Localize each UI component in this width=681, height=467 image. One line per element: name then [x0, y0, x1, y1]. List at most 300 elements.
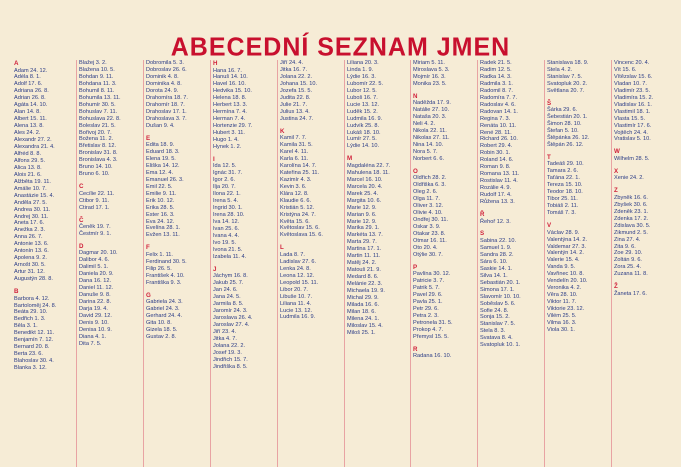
name-entry: Běla 3. 1.	[14, 323, 38, 330]
name-entry: Ludmila 16. 9.	[347, 115, 383, 122]
name-entry: Gustav 2. 8.	[146, 333, 177, 340]
name-entry: Vít 15. 6.	[614, 66, 637, 73]
name-entry: Karolína 14. 7.	[280, 162, 317, 169]
name-entry: Martina 17. 1.	[347, 246, 382, 253]
name-entry: Berta 23. 6.	[14, 351, 43, 358]
name-entry: Saskie 14. 1.	[480, 265, 513, 272]
name-entry: Vincenc 20. 4.	[614, 60, 650, 66]
name-entry: Zora 25. 4.	[614, 264, 642, 271]
name-entry: Rozálie 4. 9.	[480, 185, 512, 192]
name-entry: Sabina 22. 10.	[480, 237, 517, 244]
name-entry: Kateřina 25. 11.	[280, 169, 320, 176]
name-entry: Rostislav 11. 4.	[480, 178, 518, 185]
name-entry: Leopold 15. 11.	[280, 279, 319, 286]
name-entry: Bohumil 8. 11.	[79, 87, 115, 94]
name-entry: Benjamín 7. 12.	[14, 337, 54, 344]
name-entry: Olivie 4. 10.	[413, 210, 443, 217]
name-entry: Beáta 29. 10.	[14, 309, 48, 316]
name-entry: Oto 20. 4.	[413, 244, 438, 251]
section-letter: I	[213, 155, 215, 163]
name-entry: Ludvík 25. 8.	[347, 122, 380, 129]
section-letter: E	[146, 134, 151, 142]
name-entry: David 29. 12.	[79, 313, 112, 320]
name-entry: Vítězslav 15. 6.	[614, 73, 653, 80]
section-letter: W	[614, 148, 620, 156]
name-entry: Marek 25. 4.	[347, 190, 379, 197]
name-entry: Jáchym 16. 8.	[213, 273, 248, 280]
name-entry: Alica 13. 8.	[14, 164, 42, 171]
section-letter: Č	[79, 216, 84, 224]
name-entry: Amálie 10. 7.	[14, 185, 47, 192]
section-letter: M	[347, 155, 353, 163]
letter-section	[146, 60, 210, 130]
name-entry: Blažej 3. 2.	[79, 60, 107, 66]
name-entry: Ilona 22. 1.	[213, 191, 241, 198]
name-entry: Bořivoj 20. 7.	[79, 129, 112, 136]
name-entry: Filip 26. 5.	[146, 265, 172, 272]
name-entry: Zbyněk 16. 6.	[614, 194, 648, 201]
name-entry: Bohuslava 22. 8.	[79, 115, 121, 122]
name-entry: Sonja 15. 2.	[480, 314, 510, 321]
name-entry: Čestmír 9. 1.	[79, 231, 112, 238]
name-entry: Pavlína 30. 12.	[413, 271, 451, 278]
name-entry: Eduard 18. 3.	[146, 148, 180, 155]
name-entry: Felix 1. 11.	[146, 251, 173, 258]
name-entry: Judita 22. 8.	[280, 94, 311, 101]
name-entry: Boleslav 21. 5.	[79, 122, 116, 129]
name-entry: Bohumila 13. 11.	[79, 94, 121, 101]
name-entry: Lucie 13. 12.	[347, 101, 380, 108]
name-entry: Radim 12. 5.	[480, 66, 512, 73]
letter-section	[347, 60, 410, 150]
name-entry: Lubor 12. 5.	[347, 87, 377, 94]
name-entry: Kevin 3. 6.	[280, 183, 307, 190]
section-letter: K	[280, 127, 285, 135]
name-entry: Řehoř 12. 3.	[480, 218, 511, 225]
name-entry: Radovan 14. 1.	[480, 108, 518, 115]
name-entry: Lýdie 14. 10.	[347, 143, 380, 150]
name-entry: Andrea 30. 11.	[14, 206, 51, 213]
name-entry: Ondřej 30. 11.	[413, 217, 449, 224]
name-entry: Bohuslav 7. 11.	[79, 108, 118, 115]
name-entry: Benedikt 12. 11.	[14, 330, 55, 337]
name-entry: Vladimír 23. 5.	[614, 87, 651, 94]
name-entry: Vladan 10. 7.	[614, 80, 647, 87]
letter-section	[614, 143, 678, 162]
name-entry: Zbyšek 30. 6.	[614, 201, 648, 208]
name-entry: Patricie 3. 7.	[413, 278, 445, 285]
letter-section	[413, 163, 477, 259]
name-entry: Linda 1. 9.	[347, 66, 374, 73]
name-entry: Oldřich 28. 2.	[413, 175, 447, 182]
letter-section	[547, 95, 611, 149]
name-entry: Kamil 7. 7.	[280, 135, 307, 142]
name-entry: Julius 13. 4.	[280, 108, 310, 115]
name-entry: Ctirad 17. 1.	[79, 204, 110, 211]
name-entry: Otmar 16. 11.	[413, 237, 447, 244]
name-entry: Drahomíra 18. 7.	[146, 94, 188, 101]
name-entry: Kamila 31. 5.	[280, 142, 313, 149]
letter-section	[413, 259, 477, 341]
name-entry: Jaromír 24. 3.	[213, 308, 248, 315]
name-entry: Blanka 3. 12.	[14, 365, 47, 372]
name-entry: Nora 5. 7.	[413, 148, 438, 155]
name-entry: Květoslava 15. 6.	[280, 232, 323, 239]
name-entry: Alexandr 27. 2.	[14, 137, 52, 144]
name-entry: Stela 4. 2.	[547, 66, 573, 73]
name-entry: Kristián 5. 12.	[280, 204, 315, 211]
name-entry: Ivona 21. 5.	[213, 246, 243, 253]
name-entry: Přemysl 15. 5.	[413, 333, 449, 340]
name-column	[76, 60, 143, 467]
name-entry: Stela 8. 3.	[480, 328, 506, 335]
name-entry: Nina 14. 10.	[413, 142, 444, 149]
name-entry: Ladislav 27. 6.	[280, 258, 317, 265]
name-entry: Marika 29. 1.	[347, 225, 380, 232]
name-entry: Medard 8. 6.	[347, 274, 379, 281]
name-entry: Ida 12. 5.	[213, 163, 237, 170]
name-entry: Robert 29. 4.	[480, 143, 513, 150]
name-entry: Bruno 14. 10.	[79, 164, 113, 171]
name-entry: Ales 24. 2.	[14, 130, 41, 137]
name-entry: Herman 7. 4.	[213, 116, 246, 123]
name-entry: Věra 28. 10.	[547, 292, 578, 299]
name-entry: Vratislav 5. 10.	[614, 136, 651, 143]
name-entry: Kazimír 4. 3.	[280, 176, 312, 183]
name-entry: Václav 28. 9.	[547, 229, 580, 236]
name-entry: Jolana 22. 2.	[280, 73, 313, 80]
name-entry: Julie 21. 7.	[280, 101, 308, 108]
name-entry: Cecílie 22. 11.	[79, 190, 115, 197]
name-column	[410, 60, 477, 467]
name-entry: Bernard 20. 8.	[14, 344, 50, 351]
name-entry: Marie 12. 9.	[347, 204, 377, 211]
name-entry: Růžena 13. 3.	[480, 199, 515, 206]
name-entry: Adolf 17. 6.	[14, 81, 43, 88]
name-entry: Valerie 15. 4.	[547, 257, 580, 264]
name-entry: Zoe 29. 10.	[614, 250, 643, 257]
name-entry: Veronika 4. 2.	[547, 285, 582, 292]
section-letter: C	[79, 183, 84, 191]
name-entry: Anežka 2. 3.	[14, 227, 46, 234]
letter-section	[79, 212, 143, 238]
name-entry: Bohdan 9. 11.	[79, 73, 114, 80]
section-letter: T	[547, 153, 551, 161]
name-entry: Pavla 25. 1.	[413, 299, 443, 306]
name-entry: Františka 9. 3.	[146, 279, 182, 286]
name-entry: Dorota 24. 9.	[146, 87, 179, 94]
name-entry: Margita 10. 6.	[347, 197, 382, 204]
name-entry: Richard 26. 10.	[480, 136, 518, 143]
name-entry: Hugo 1. 4.	[213, 137, 239, 144]
name-entry: Lumír 27. 5.	[347, 136, 377, 143]
name-entry: Tibor 25. 11.	[547, 196, 578, 203]
name-entry: Emilie 9. 11.	[146, 190, 177, 197]
name-entry: Gizela 18. 5.	[146, 326, 178, 333]
name-entry: Nikola 22. 11.	[413, 128, 447, 135]
name-entry: Alois 21. 6.	[14, 171, 42, 178]
name-entry: Wilhelm 28. 5.	[614, 155, 650, 162]
letter-section	[614, 60, 678, 143]
name-entry: Miloš 25. 1.	[347, 329, 376, 336]
name-entry: Michal 29. 9.	[347, 295, 379, 301]
name-entry: Danuše 9. 8.	[79, 292, 111, 299]
name-entry: Radana 16. 10.	[413, 353, 452, 360]
letter-section	[280, 239, 344, 321]
name-entry: Svatopluk 20. 2.	[547, 80, 588, 87]
name-entry: Vavřinec 10. 8.	[547, 271, 584, 278]
name-entry: Lada 8. 7.	[280, 251, 305, 258]
name-entry: Milada 16. 6.	[347, 301, 380, 308]
name-entry: Oleg 2. 6.	[413, 189, 438, 196]
name-columns	[14, 60, 678, 467]
name-entry: Dominika 4. 8.	[146, 80, 182, 87]
name-entry: Lukáš 18. 10.	[347, 129, 381, 136]
name-entry: Arnošt 30. 5.	[14, 262, 46, 269]
name-entry: Lýdie 16. 3.	[347, 73, 376, 80]
name-entry: Rudolf 17. 4.	[480, 192, 512, 199]
name-entry: Libuše 10. 7.	[280, 293, 313, 300]
name-column	[611, 60, 678, 467]
name-entry: Gerhard 24. 4.	[146, 313, 183, 320]
name-entry: Apolena 9. 2.	[14, 255, 47, 262]
section-letter: V	[547, 222, 552, 230]
name-entry: Zdeněk 23. 1.	[614, 208, 649, 215]
name-entry: Klára 12. 8.	[280, 190, 309, 197]
name-entry: Milena 24. 1.	[347, 315, 380, 322]
name-entry: Erik 10. 12.	[146, 197, 175, 204]
name-entry: Elena 19. 5.	[146, 155, 176, 162]
name-entry: Zdenka 17. 2.	[614, 215, 649, 222]
name-entry: Marie 12. 9.	[347, 218, 377, 225]
name-entry: Vilma 16. 3.	[547, 320, 577, 326]
name-entry: Vlastimil 18. 1.	[614, 108, 651, 115]
section-letter: G	[146, 291, 151, 299]
name-entry: Ester 16. 3.	[146, 211, 175, 218]
name-entry: Patrik 5. 7.	[413, 285, 440, 292]
name-entry: Marta 29. 7.	[347, 239, 377, 246]
name-entry: Liliana 20. 3.	[347, 60, 379, 66]
name-entry: Libor 20. 7.	[280, 286, 308, 293]
name-entry: Igor 2. 6.	[213, 177, 236, 184]
name-entry: Radka 14. 3.	[480, 73, 512, 80]
name-entry: Žaneta 17. 6.	[614, 290, 647, 297]
section-letter: B	[14, 288, 19, 296]
name-entry: Petr 29. 6.	[413, 306, 439, 313]
section-letter: R	[413, 345, 418, 353]
name-entry: Radoslav 4. 6.	[480, 101, 516, 108]
section-letter: X	[614, 167, 619, 175]
name-entry: Vlasta 15. 5.	[614, 115, 646, 122]
name-entry: Radek 21. 5.	[480, 60, 512, 66]
name-entry: Mahulena 18. 11.	[347, 169, 390, 176]
name-entry: Denisa 10. 9.	[79, 326, 112, 333]
name-entry: Roman 9. 8.	[480, 164, 511, 171]
name-entry: Renáta 10. 11.	[480, 122, 517, 129]
name-entry: Květa 15. 6.	[280, 218, 310, 225]
letter-section	[14, 283, 76, 372]
name-entry: Eliška 14. 12.	[146, 162, 180, 169]
name-entry: Sofie 24. 8.	[480, 307, 509, 314]
section-letter: A	[14, 60, 19, 67]
name-entry: Soběslav 5. 6.	[480, 300, 516, 307]
name-entry: Otýlie 30. 7.	[413, 251, 443, 258]
name-entry: Herbert 13. 3.	[213, 102, 248, 109]
name-entry: Edita 18. 9.	[146, 142, 175, 149]
name-entry: Jitka 16. 7.	[280, 66, 308, 73]
name-entry: Josef 19. 3.	[213, 349, 242, 356]
name-entry: Martin 11. 11.	[347, 253, 381, 260]
letter-section	[480, 225, 544, 349]
name-entry: Zita 9. 6.	[614, 243, 636, 250]
name-entry: Světlana 20. 7.	[547, 87, 585, 94]
name-entry: Jindřich 15. 7.	[213, 356, 248, 363]
name-entry: Bronislava 4. 3.	[79, 157, 118, 164]
name-entry: Vladislav 16. 1.	[614, 101, 652, 108]
name-entry: Prokop 4. 7.	[413, 326, 444, 333]
name-entry: Irena 28. 10.	[213, 212, 245, 219]
name-entry: Sandra 28. 2.	[480, 251, 514, 258]
section-letter: J	[213, 265, 217, 273]
name-entry: Dušan 9. 4.	[146, 122, 175, 129]
name-entry: Vilém 25. 5.	[547, 313, 577, 320]
letter-section	[347, 150, 410, 336]
name-entry: Marian 9. 6.	[347, 211, 377, 218]
letter-section	[79, 178, 143, 211]
letter-section	[614, 182, 678, 278]
section-letter: S	[480, 230, 485, 238]
name-entry: Miloslav 15. 4.	[347, 322, 383, 329]
letter-section	[413, 341, 477, 360]
name-entry: Hortenzie 29. 7.	[213, 123, 253, 130]
letter-section	[614, 278, 678, 297]
name-entry: Augustýn 28. 8.	[14, 276, 53, 283]
name-entry: Simona 17. 1.	[480, 286, 515, 293]
name-entry: Valdemar 27. 3.	[547, 243, 587, 250]
name-entry: Taťána 22. 1.	[547, 175, 580, 182]
name-entry: Ignác 31. 7.	[213, 170, 243, 177]
name-entry: Zoltán 9. 6.	[614, 257, 642, 264]
name-column	[477, 60, 544, 467]
name-entry: Šimon 28. 10.	[547, 121, 582, 128]
name-entry: Silva 14. 1.	[480, 272, 508, 279]
name-entry: Hana 16. 7.	[213, 67, 242, 74]
name-entry: Hanuš 14. 10.	[213, 74, 248, 81]
name-entry: Stanislav 7. 5.	[480, 321, 516, 328]
name-entry: Jarmila 8. 5.	[213, 301, 244, 308]
name-entry: Anna 26. 7.	[14, 234, 43, 241]
name-entry: Drahomír 18. 7.	[146, 101, 185, 108]
name-entry: Miroslava 5. 3.	[413, 66, 450, 73]
name-entry: Šárka 29. 6.	[547, 107, 578, 114]
name-entry: Jaroslav 27. 4.	[213, 321, 250, 328]
name-entry: Zina 27. 4.	[614, 236, 641, 243]
name-entry: Izabela 11. 4.	[213, 253, 247, 260]
name-entry: Pavel 29. 6.	[413, 292, 443, 299]
name-entry: Emanuel 26. 3.	[146, 176, 184, 183]
name-entry: Jana 24. 5.	[213, 294, 241, 301]
name-entry: Adéla 8. 1.	[14, 74, 41, 81]
name-entry: Svatava 8. 4.	[480, 335, 513, 342]
name-column	[143, 60, 210, 467]
letter-section	[79, 238, 143, 348]
name-entry: Tereza 15. 10.	[547, 182, 583, 189]
section-letter: Š	[547, 99, 552, 107]
name-entry: Havel 16. 10.	[213, 81, 246, 88]
name-entry: Zikmund 2. 5.	[614, 229, 648, 236]
name-entry: Liliana 11. 4.	[280, 300, 312, 307]
name-entry: Olga 11. 7.	[413, 196, 440, 203]
name-entry: Milan 18. 6.	[347, 308, 376, 315]
name-entry: Sára 6. 10.	[480, 258, 508, 265]
letter-section	[213, 261, 277, 371]
name-entry: Neli 4. 2.	[413, 121, 436, 128]
name-entry: Petra 2. 3.	[413, 313, 439, 320]
name-entry: Ctibor 9. 11.	[79, 197, 110, 204]
name-entry: Tadeáš 29. 10.	[547, 161, 584, 168]
name-entry: Robin 30. 1.	[480, 150, 511, 157]
name-entry: Viola 30. 1.	[547, 326, 575, 333]
letter-section	[280, 123, 344, 240]
name-entry: Evžen 13. 11.	[146, 232, 180, 239]
name-entry: Norbert 6. 6.	[413, 155, 445, 162]
name-entry: Jozefa 15. 5.	[280, 87, 313, 94]
name-entry: Drahoslava 3. 7.	[146, 115, 187, 122]
name-entry: Ingrid 30. 1.	[213, 205, 243, 212]
name-entry: Luboš 16. 7.	[347, 94, 378, 101]
name-entry: Bohdana 11. 3.	[79, 80, 117, 87]
name-entry: Radomil 8. 7.	[480, 87, 513, 94]
name-entry: Štěpán 26. 12.	[547, 142, 584, 149]
name-entry: Alfons 29. 5.	[14, 157, 46, 164]
name-entry: Kristýna 24. 7.	[280, 211, 316, 218]
name-entry: Daniel 11. 12.	[79, 285, 114, 292]
name-entry: Gabriel 24. 3.	[146, 306, 180, 313]
name-entry: Valentýna 14. 2.	[547, 236, 588, 243]
name-entry: Daniela 20. 9.	[79, 271, 114, 278]
section-letter: Z	[614, 187, 618, 195]
name-entry: Ivana 4. 4.	[213, 232, 240, 239]
name-entry: Jiří 23. 4.	[213, 328, 237, 335]
name-entry: Dobromila 5. 3.	[146, 60, 184, 66]
name-entry: Teodor 18. 10.	[547, 189, 583, 196]
name-entry: Evelína 28. 1.	[146, 225, 181, 232]
name-entry: Viktor 11. 7.	[547, 299, 577, 306]
name-entry: Bruno 6. 10.	[79, 171, 110, 178]
name-entry: Vanda 9. 5.	[547, 264, 576, 271]
name-entry: Bedřich 1. 3.	[14, 316, 46, 323]
name-entry: Hynek 1. 2.	[213, 143, 242, 150]
name-entry: Gabriela 24. 3.	[146, 299, 183, 306]
name-entry: René 28. 11.	[480, 129, 512, 136]
name-entry: Eva 24. 12.	[146, 218, 175, 225]
name-entry: Drahoslav 17. 1.	[146, 108, 187, 115]
name-entry: Erika 28. 5.	[146, 204, 175, 211]
name-entry: Nataša 20. 3.	[413, 114, 447, 121]
name-entry: Irena 5. 4.	[213, 198, 239, 205]
name-entry: Ivo 19. 5.	[213, 239, 237, 246]
name-entry: Markéta 13. 7.	[347, 232, 383, 239]
name-entry: Bronislav 31. 8.	[79, 150, 118, 157]
name-entry: Helena 18. 8.	[213, 95, 247, 102]
name-entry: Hermína 7. 4.	[213, 109, 247, 116]
section-letter: H	[213, 60, 218, 67]
section-letter: L	[280, 244, 284, 252]
name-entry: Justina 24. 7.	[280, 115, 314, 122]
name-entry: Monika 23. 5.	[413, 80, 447, 87]
name-entry: Břetislav 8. 12.	[79, 143, 116, 150]
name-entry: Klaudie 6. 6.	[280, 197, 312, 204]
